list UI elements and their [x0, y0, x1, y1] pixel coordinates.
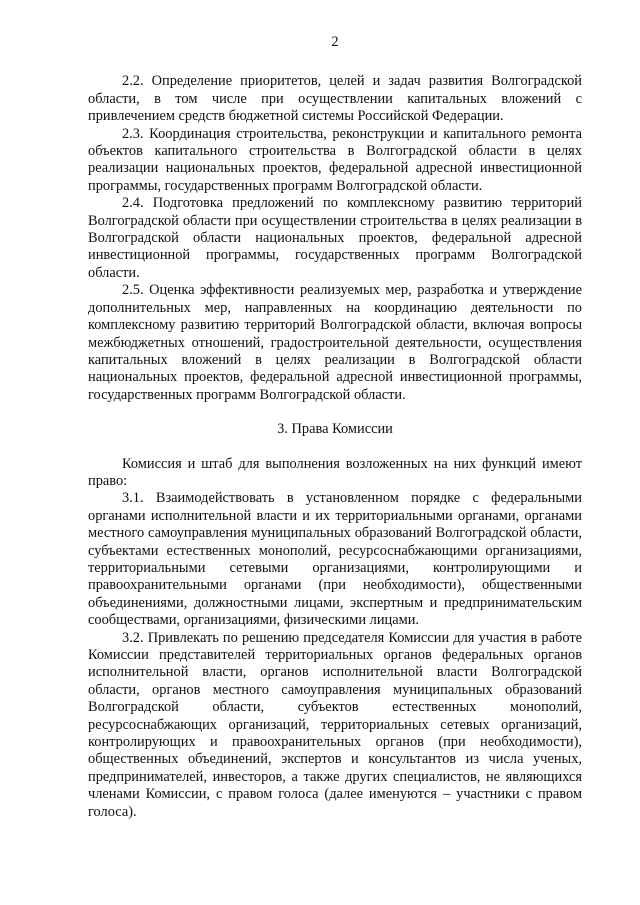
paragraph-2-2: 2.2. Определение приоритетов, целей и задач развития Волгоградской области, в том числе при осуществлении капитальных вложений с привлечением средств бюджетной системы Российской Федерации.: [88, 73, 582, 125]
page-number: 2: [331, 34, 339, 50]
paragraph-3-1: 3.1. Взаимодействовать в установленном порядке с федеральными органами исполнительной власти и их территориальными органами, органами местного самоуправления муниципальных образований Волгоградской области, субъектами естественных монополий, ресурсоснабжающими организациями, территориальными сетевыми организациями, контролирующими и правоохранительными органами (при необходимости), общественными объединениями, должностными лицами, экспертным и предпринимательским сообществами, организациями, физическими лицами.: [88, 490, 582, 629]
section-heading: 3. Права Комиссии: [277, 421, 393, 438]
paragraph-2-4: 2.4. Подготовка предложений по комплексному развитию территорий Волгоградской области при осуществлении строительства в целях реализации в Волгоградской области национальных проектов, федеральной адресной инвестиционной программы, государственных программ Волгоградской области.: [88, 195, 582, 281]
paragraph-2-3: 2.3. Координация строительства, реконструкции и капитального ремонта объектов капитального строительства в Волгоградской области в целях реализации национальных проектов, федеральной адресной инвестиционной программы, государственных программ Волгоградской области.: [88, 125, 582, 194]
paragraph-intro: Комиссия и штаб для выполнения возложенных на них функций имеют право:: [88, 455, 582, 489]
paragraph-3-2: 3.2. Привлекать по решению председателя Комиссии для участия в работе Комиссии представителей территориальных органов федеральных органов исполнительной власти, органов исполнительной власти Волгоградской области, органов местного самоуправления муниципальных образований Волгоградской области, субъектов естественных монополий, ресурсоснабжающих организаций, территориальных сетевых организаций, контролирующих и правоохранительных органов (при необходимости), общественных объединений, экспертов и консультантов из числа ученых, предпринимателей, инвесторов, а также других специалистов, не являющихся членами Комиссии, с правом голоса (далее именуются – участники с правом голоса).: [88, 629, 582, 820]
paragraph-2-5: 2.5. Оценка эффективности реализуемых мер, разработка и утверждение дополнительных мер, направленных на координацию деятельности по комплексному развитию территорий Волгоградской области, включая вопросы межбюджетных отношений, градостроительной деятельности, осуществления капитальных вложений в целях реализации в Волгоградской области национальных проектов, федеральной адресной инвестиционной программы, государственных программ Волгоградской области.: [88, 282, 582, 403]
